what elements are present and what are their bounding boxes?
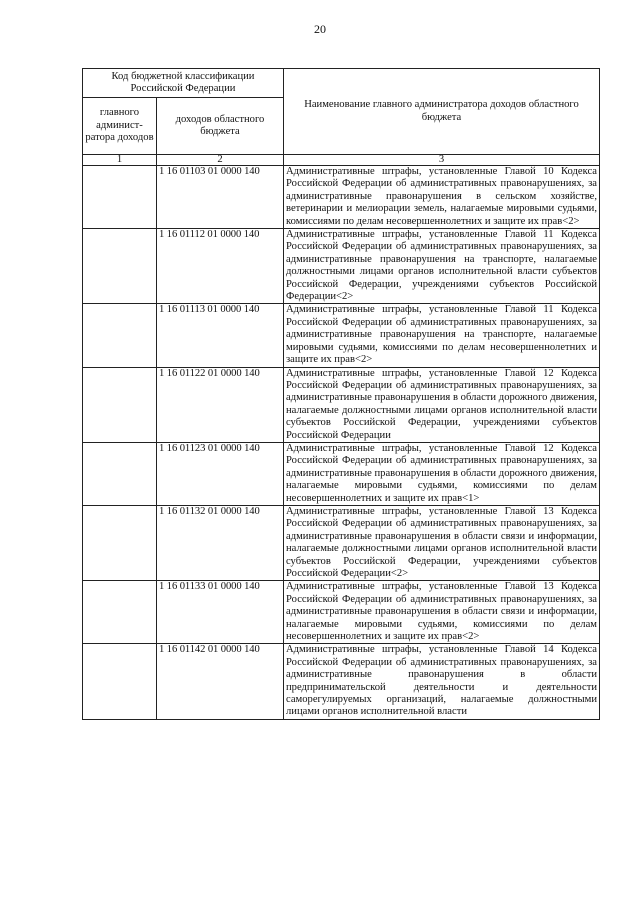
budget-code: 1 16 01123 01 0000 140 bbox=[157, 442, 284, 505]
header-admin-name: Наименование главного администратора доходов областного бюджета bbox=[284, 69, 600, 155]
income-description: Административные штрафы, установленные Главой 13 Кодекса Российской Федерации об административных правонарушениях, за административные правонарушения в области связи и информации, налагаемые должностными лицами органов исполнительной власти субъектов Российской Федерации, учреждениями субъектов Российской Федерации<2> bbox=[284, 505, 600, 580]
admin-cell bbox=[83, 166, 157, 229]
column-number-2: 2 bbox=[157, 155, 284, 166]
budget-code: 1 16 01132 01 0000 140 bbox=[157, 505, 284, 580]
column-number-1: 1 bbox=[83, 155, 157, 166]
admin-cell bbox=[83, 644, 157, 719]
admin-cell bbox=[83, 581, 157, 644]
income-description: Административные штрафы, установленные Главой 13 Кодекса Российской Федерации об административных правонарушениях, за административные правонарушения в области связи и информации, налагаемые мировыми судьями, комиссиями по делам несовершеннолетних и защите их прав<2> bbox=[284, 581, 600, 644]
admin-cell bbox=[83, 367, 157, 442]
budget-code: 1 16 01113 01 0000 140 bbox=[157, 304, 284, 367]
header-kbk: Код бюджетной классификации Российской Федерации bbox=[83, 69, 284, 98]
admin-cell bbox=[83, 505, 157, 580]
income-description: Административные штрафы, установленные Главой 12 Кодекса Российской Федерации об административных правонарушениях, за административные правонарушения в области дорожного движения, налагаемые мировыми судьями, комиссиями по делам несовершеннолетних и защите их прав<1> bbox=[284, 442, 600, 505]
budget-code: 1 16 01142 01 0000 140 bbox=[157, 644, 284, 719]
income-description: Административные штрафы, установленные Главой 12 Кодекса Российской Федерации об административных правонарушениях, за административные правонарушения в области дорожного движения, налагаемые должностными лицами органов исполнительной власти субъектов Российской Федерации, учреждениями субъектов Российской Федерации bbox=[284, 367, 600, 442]
table-row bbox=[83, 166, 600, 229]
income-description: Административные штрафы, установленные Главой 11 Кодекса Российской Федерации об административных правонарушениях, за административные правонарушения на транспорте, налагаемые должностными лицами органов исполнительной власти субъектов Российской Федерации, учреждениями субъектов Российской Федерации<2> bbox=[284, 229, 600, 304]
admin-cell bbox=[83, 304, 157, 367]
table-row bbox=[83, 581, 600, 644]
header-chief-admin: главного админист-ратора доходов bbox=[83, 98, 157, 155]
admin-cell bbox=[83, 442, 157, 505]
budget-classification-table bbox=[82, 68, 600, 720]
header-regional-income: доходов областного бюджета bbox=[157, 98, 284, 155]
income-description: Административные штрафы, установленные Главой 14 Кодекса Российской Федерации об административных правонарушениях, за административные правонарушения в области предпринимательской деятельности и деятельности саморегулируемых организаций, налагаемые должностными лицами органов исполнительной власти bbox=[284, 644, 600, 719]
income-description: Административные штрафы, установленные Главой 11 Кодекса Российской Федерации об административных правонарушениях, за административные правонарушения на транспорте, налагаемые мировыми судьями, комиссиями по делам несовершеннолетних и защите их прав<2> bbox=[284, 304, 600, 367]
budget-code: 1 16 01112 01 0000 140 bbox=[157, 229, 284, 304]
budget-code: 1 16 01103 01 0000 140 bbox=[157, 166, 284, 229]
budget-code: 1 16 01133 01 0000 140 bbox=[157, 581, 284, 644]
table-row bbox=[83, 304, 600, 367]
table-row bbox=[83, 367, 600, 442]
column-number-3: 3 bbox=[284, 155, 600, 166]
table-row bbox=[83, 229, 600, 304]
table-row bbox=[83, 505, 600, 580]
table-row bbox=[83, 644, 600, 719]
page-number: 20 bbox=[314, 22, 326, 36]
budget-code: 1 16 01122 01 0000 140 bbox=[157, 367, 284, 442]
table-row bbox=[83, 442, 600, 505]
income-description: Административные штрафы, установленные Главой 10 Кодекса Российской Федерации об административных правонарушениях, за административные правонарушения в сельском хозяйстве, ветеринарии и мелиорации земель, налагаемые мировыми судьями, комиссиями по делам несовершеннолетних и защите их прав<2> bbox=[284, 166, 600, 229]
admin-cell bbox=[83, 229, 157, 304]
